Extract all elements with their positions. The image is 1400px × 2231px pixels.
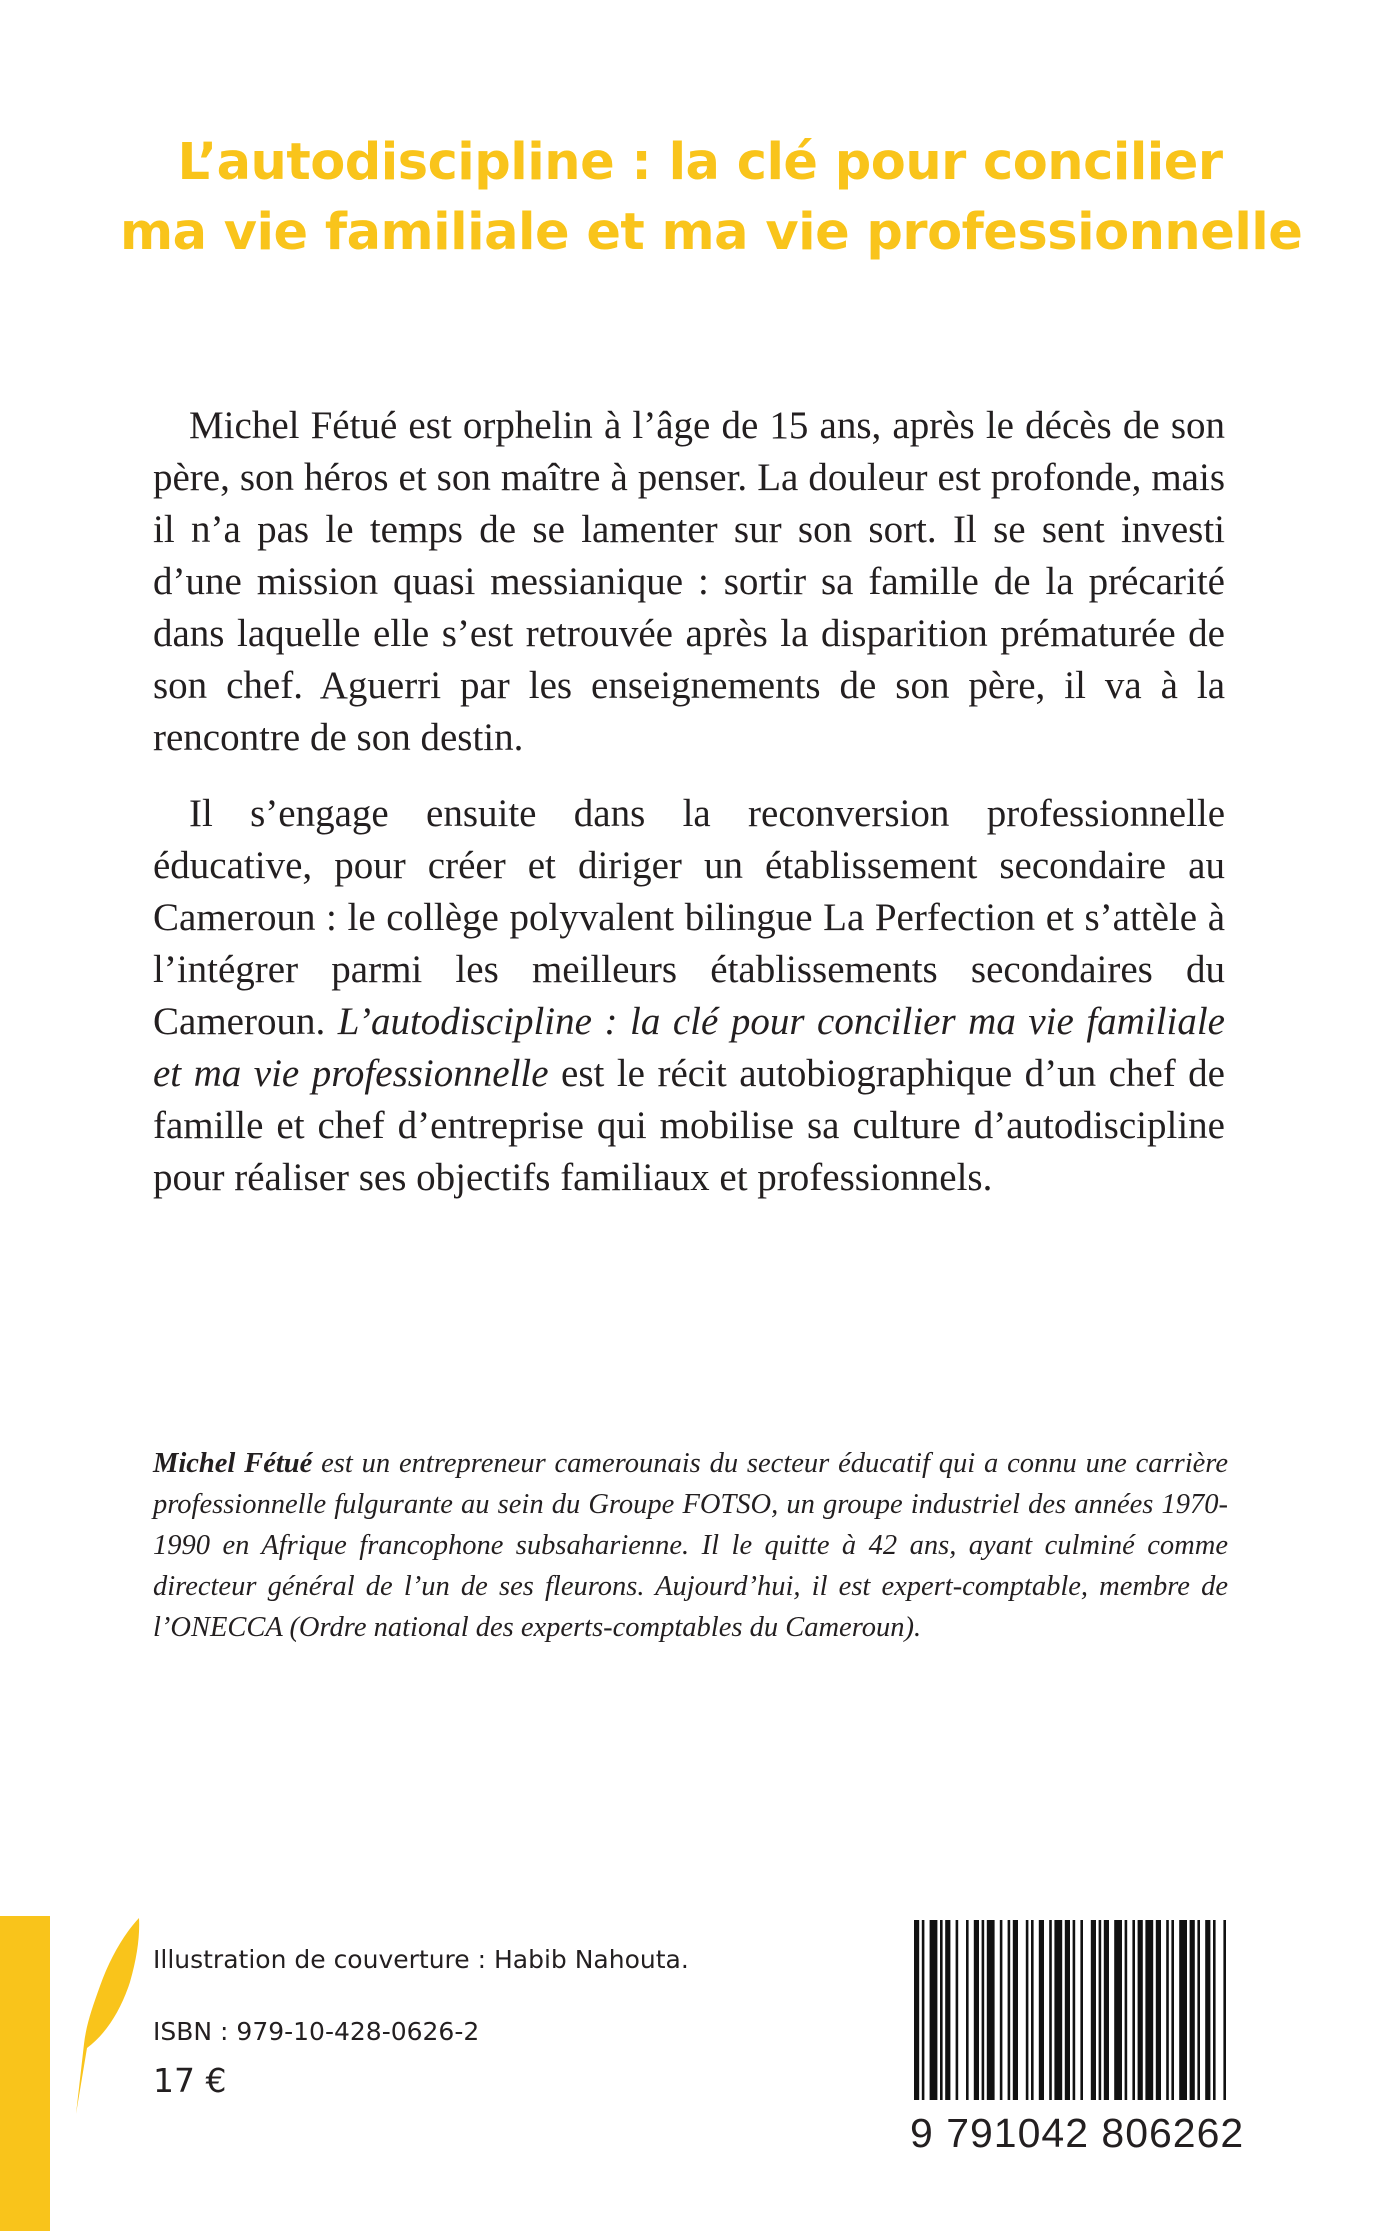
barcode bbox=[910, 1920, 1245, 2170]
illustration-credit: Illustration de couverture : Habib Nahouta. bbox=[153, 1945, 689, 1974]
barcode-bar bbox=[1125, 1920, 1128, 2100]
barcode-bar bbox=[1026, 1920, 1029, 2100]
book-title-line-2: ma vie familiale et ma vie professionnelle bbox=[120, 203, 1303, 262]
author-name: Michel Fétué bbox=[153, 1448, 313, 1479]
barcode-bar bbox=[930, 1920, 938, 2100]
barcode-bar bbox=[914, 1920, 919, 2100]
barcode-bar bbox=[987, 1920, 995, 2100]
barcode-bar bbox=[966, 1920, 969, 2100]
barcode-bar bbox=[1114, 1920, 1122, 2100]
barcode-bar bbox=[974, 1920, 979, 2100]
barcode-bar bbox=[922, 1920, 925, 2100]
barcode-bar bbox=[1138, 1920, 1143, 2100]
barcode-bar bbox=[1080, 1920, 1083, 2100]
barcode-bar bbox=[1223, 1920, 1226, 2100]
barcode-bar bbox=[1179, 1920, 1187, 2100]
barcode-bar bbox=[1205, 1920, 1210, 2100]
barcode-bar bbox=[940, 1920, 943, 2100]
barcode-bar bbox=[1065, 1920, 1070, 2100]
barcode-bar bbox=[1008, 1920, 1011, 2100]
barcode-bar bbox=[1049, 1920, 1052, 2100]
barcode-bar bbox=[982, 1920, 985, 2100]
feather-icon bbox=[76, 1916, 146, 2116]
barcode-bar bbox=[956, 1920, 959, 2100]
summary-book-title-italic: L’autodiscipline : la clé pour concilier ma vie familiale et ma vie professionnelle bbox=[153, 1000, 1225, 1095]
book-title-line-1: L’autodiscipline : la clé pour concilier bbox=[177, 133, 1223, 192]
barcode-bar bbox=[1091, 1920, 1096, 2100]
barcode-bar bbox=[1190, 1920, 1195, 2100]
summary-paragraph-2-start: Il s’engage ensuite dans la reconversion professionnelle éducative, pour créer et diriger un établissement secondaire au Cameroun : le collège polyvalent bilingue La Perfection et s’attèle à l’intégrer parmi les meilleurs établissements secondaires du Cameroun. bbox=[153, 792, 1225, 1043]
book-summary bbox=[153, 400, 1225, 1204]
summary-paragraph-1: Michel Fétué est orphelin à l’âge de 15 ans, après le décès de son père, son héros et son maître à penser. La douleur est profonde, mais il n’a pas le temps de se lamenter sur son sort. Il se sent investi d’une mission quasi messianique : sortir sa famille de la précarité dans laquelle elle s’est retrouvée après la disparition prématurée de son chef. Aguerri par les enseignements de son père, il va à la rencontre de son destin. bbox=[153, 404, 1225, 759]
barcode-bar bbox=[1031, 1920, 1034, 2100]
price: 17 € bbox=[153, 2061, 227, 2100]
barcode-bar bbox=[1039, 1920, 1044, 2100]
barcode-bar bbox=[1104, 1920, 1109, 2100]
barcode-icon bbox=[910, 1920, 1230, 2100]
accent-side-bar bbox=[0, 1916, 50, 2231]
barcode-bar bbox=[1073, 1920, 1076, 2100]
barcode-bar bbox=[1145, 1920, 1153, 2100]
barcode-bar bbox=[1213, 1920, 1216, 2100]
barcode-bar bbox=[1197, 1920, 1200, 2100]
summary-paragraph-2 bbox=[153, 788, 1225, 1204]
barcode-bar bbox=[945, 1920, 950, 2100]
book-title bbox=[120, 128, 1303, 268]
barcode-bar bbox=[1156, 1920, 1161, 2100]
barcode-bar bbox=[1171, 1920, 1174, 2100]
barcode-bar bbox=[1000, 1920, 1003, 2100]
barcode-bar bbox=[1132, 1920, 1135, 2100]
author-bio-text: est un entrepreneur camerounais du secteur éducatif qui a connu une carrière professionnelle fulgurante au sein du Groupe FOTSO, un groupe industriel des années 1970-1990 en Afrique francophone subsaharienne. Il le quitte à 42 ans, ayant culminé comme directeur général de l’un de ses fleurons. Aujourd’hui, il est expert-comptable, membre de l’ONECCA (Ordre national des experts-comptables du Cameroun). bbox=[153, 1448, 1228, 1643]
barcode-number: 9 791042 806262 bbox=[910, 2110, 1245, 2156]
isbn: ISBN : 979-10-428-0626-2 bbox=[153, 2017, 480, 2046]
barcode-bar bbox=[1013, 1920, 1018, 2100]
author-bio bbox=[153, 1443, 1228, 1648]
barcode-bar bbox=[1054, 1920, 1062, 2100]
barcode-bar bbox=[1166, 1920, 1169, 2100]
barcode-bar bbox=[1099, 1920, 1102, 2100]
summary-paragraph-2-end: est le récit autobiographique d’un chef de famille et chef d’entreprise qui mobilise sa culture d’autodiscipline pour réaliser ses objectifs familiaux et professionnels. bbox=[153, 1052, 1225, 1199]
